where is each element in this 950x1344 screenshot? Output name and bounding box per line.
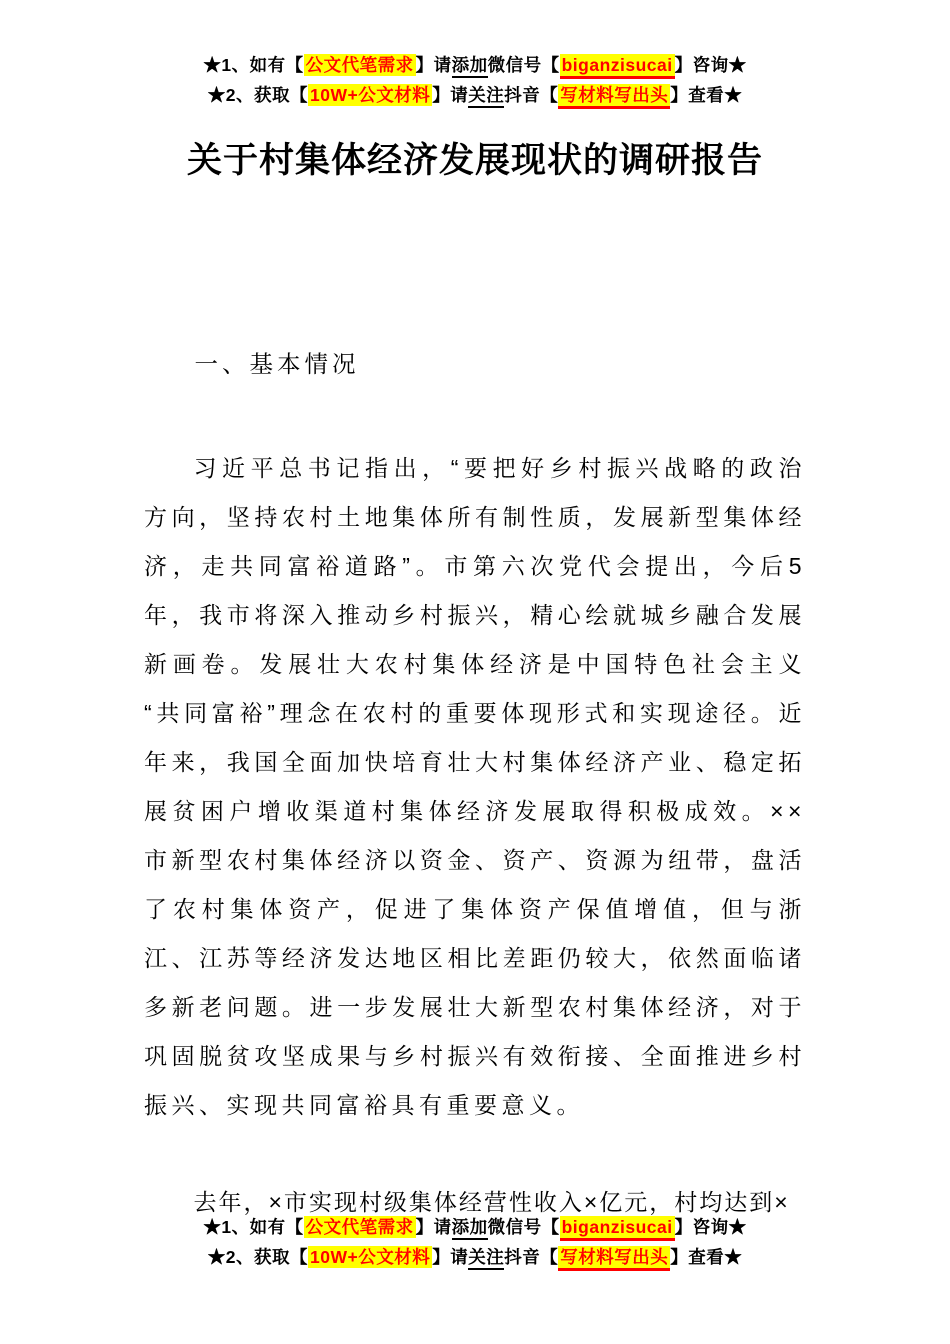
promo-footer-line-2 [0,1242,950,1272]
highlighted-keyword-writing-service: 公文代笔需求 [305,55,414,75]
promo-text: 】咨询★ [674,1217,747,1237]
promo-header-line-2 [0,80,950,110]
underlined-action-add: 添加 [452,55,488,78]
wechat-id-highlight: biganzisucai [560,54,675,79]
promo-header-line-1 [0,50,950,80]
body-paragraph-2: 去年，×市实现村级集体经营性收入×亿元，村均达到× [193,1189,790,1215]
highlighted-keyword-materials: 10W+公文材料 [310,1247,431,1267]
promo-text: 微信号【 [487,1217,560,1237]
promo-text: 抖音【 [504,1247,559,1267]
wechat-id-highlight: biganzisucai [560,1216,675,1241]
promo-header [0,0,950,110]
promo-text: 】请 [432,1247,469,1267]
promo-footer [0,1212,950,1272]
douyin-name-highlight: 写材料写出头 [558,84,670,109]
promo-text: ★1、如有【 [203,1217,304,1237]
promo-text: 】查看★ [670,85,743,105]
promo-text: 微信号【 [487,55,560,75]
underlined-action-follow: 关注 [468,85,504,108]
underlined-action-add: 添加 [452,1217,488,1240]
douyin-name-highlight: 写材料写出头 [558,1246,670,1271]
highlighted-keyword-materials: 10W+公文材料 [310,85,431,105]
highlighted-keyword-writing-service: 公文代笔需求 [305,1217,414,1237]
section-heading-basic-situation: 一、基本情况 [194,351,360,377]
document-body [0,346,950,1227]
promo-text: 】咨询★ [674,55,747,75]
body-paragraph-1: 习近平总书记指出，“要把好乡村振兴战略的政治方向，坚持农村土地集体所有制性质，发展新型集体经济，走共同富裕道路”。市第六次党代会提出，今后5年，我市将深入推动乡村振兴，精心绘就城乡融合发展新画卷。发展壮大农村集体经济是中国特色社会主义“共同富裕”理念在农村的重要体现形式和实现途径。近年来，我国全面加快培育壮大村集体经济产业、稳定拓展贫困户增收渠道村集体经济发展取得积极成效。××市新型农村集体经济以资金、资产、资源为纽带，盘活了农村集体资产，促进了集体资产保值增值，但与浙江、江苏等经济发达地区相比差距仍较大，依然面临诸多新老问题。进一步发展壮大新型农村集体经济，对于巩固脱贫攻坚成果与乡村振兴有效衔接、全面推进乡村振兴、实现共同富裕具有重要意义。 [144,455,806,1118]
promo-text: 】请 [415,1217,452,1237]
underlined-action-follow: 关注 [468,1247,504,1270]
promo-text: 】请 [415,55,452,75]
promo-text: 】查看★ [670,1247,743,1267]
promo-text: 抖音【 [504,85,559,105]
promo-text: ★1、如有【 [203,55,304,75]
promo-text: 】请 [432,85,469,105]
promo-text: ★2、获取【 [207,1247,309,1267]
promo-text: ★2、获取【 [207,85,309,105]
page-title: 关于村集体经济发展现状的调研报告 [186,141,763,180]
promo-footer-line-1 [0,1212,950,1242]
